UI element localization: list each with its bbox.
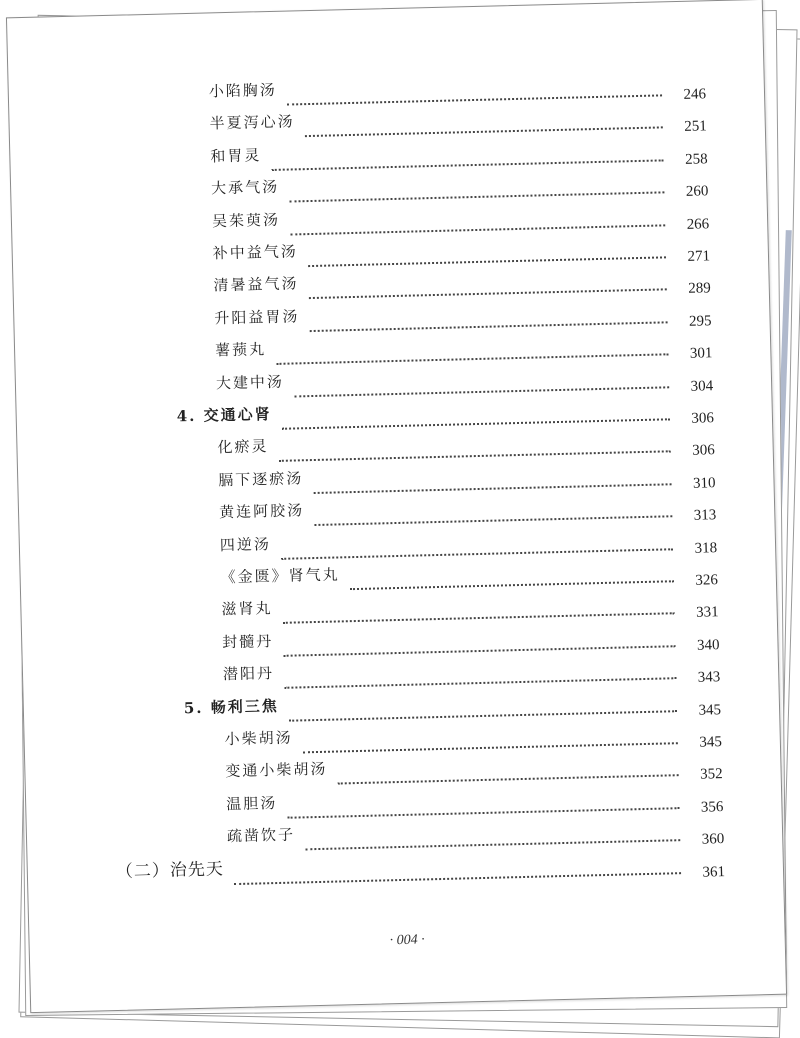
toc-entry-title: 升阳益胃汤 <box>214 305 306 328</box>
toc-entry-title: 潜阳丹 <box>223 662 281 684</box>
toc-entry-title: 半夏泻心汤 <box>209 111 301 134</box>
toc-entry-page: 340 <box>696 636 720 654</box>
toc-entry-page: 345 <box>699 734 723 751</box>
table-of-contents <box>7 0 762 882</box>
toc-entry-page: 301 <box>689 345 713 362</box>
toc-entry <box>116 845 726 890</box>
toc-entry-page: 260 <box>685 183 709 201</box>
toc-entry-title: 滋肾丸 <box>221 597 279 619</box>
toc-entry-page: 352 <box>699 766 723 784</box>
toc-entry-title: 大建中汤 <box>216 370 291 393</box>
toc-entry-page: 343 <box>697 669 721 686</box>
toc-entry-page: 313 <box>693 507 717 524</box>
page-number: · 004 · <box>389 932 425 949</box>
toc-entry-page: 326 <box>695 572 719 589</box>
toc-entry-page: 251 <box>684 118 708 136</box>
toc-entry-page: 360 <box>701 831 725 848</box>
toc-entry-page: 271 <box>687 248 711 265</box>
toc-entry-page: 289 <box>688 280 711 298</box>
toc-entry-title: 黄连阿胶汤 <box>219 499 311 522</box>
toc-entry-page: 304 <box>690 377 714 395</box>
toc-entry-title: 小柴胡汤 <box>224 726 299 749</box>
toc-entry-title: 封髓丹 <box>222 630 280 652</box>
toc-entry-title: 四逆汤 <box>220 533 278 555</box>
toc-entry-title: 膈下逐瘀汤 <box>218 467 310 490</box>
toc-entry-page: 331 <box>696 604 719 622</box>
toc-dot-leader <box>234 872 681 885</box>
toc-entry-title: 吴茱萸汤 <box>212 208 287 231</box>
toc-entry-page: 266 <box>686 215 710 233</box>
toc-entry-title: 5. 畅利三焦 <box>184 694 285 717</box>
toc-entry-title: 小陷胸汤 <box>209 79 284 102</box>
toc-entry-title: （二）治先天 <box>115 854 230 882</box>
toc-entry-page: 310 <box>692 474 716 492</box>
toc-entry-title: 和胃灵 <box>210 144 268 166</box>
toc-entry-page: 246 <box>683 86 707 103</box>
toc-entry-page: 318 <box>694 539 718 557</box>
toc-entry-title: 温胆汤 <box>226 792 284 814</box>
toc-entry-page: 306 <box>692 442 715 460</box>
toc-entry-page: 258 <box>684 151 708 168</box>
toc-entry-page: 295 <box>688 313 712 330</box>
toc-entry-title: 疏凿饮子 <box>227 824 302 847</box>
toc-page <box>6 0 787 1013</box>
toc-entry-title: 变通小柴胡汤 <box>225 758 333 782</box>
toc-entry-page: 345 <box>698 701 722 719</box>
toc-entry-title: 大承气汤 <box>211 176 286 199</box>
toc-entry-page: 356 <box>700 798 724 816</box>
toc-entry-title: 4. 交通心肾 <box>176 403 277 426</box>
toc-entry-title: 清暑益气汤 <box>213 273 305 296</box>
toc-entry-title: 《金匮》肾气丸 <box>220 563 345 587</box>
toc-entry-title: 化瘀灵 <box>217 435 275 457</box>
toc-entry-page: 361 <box>702 863 726 881</box>
toc-entry-title: 薯蓣丸 <box>215 338 273 360</box>
toc-entry-page: 306 <box>691 410 715 427</box>
toc-entry-title: 补中益气汤 <box>213 240 305 263</box>
